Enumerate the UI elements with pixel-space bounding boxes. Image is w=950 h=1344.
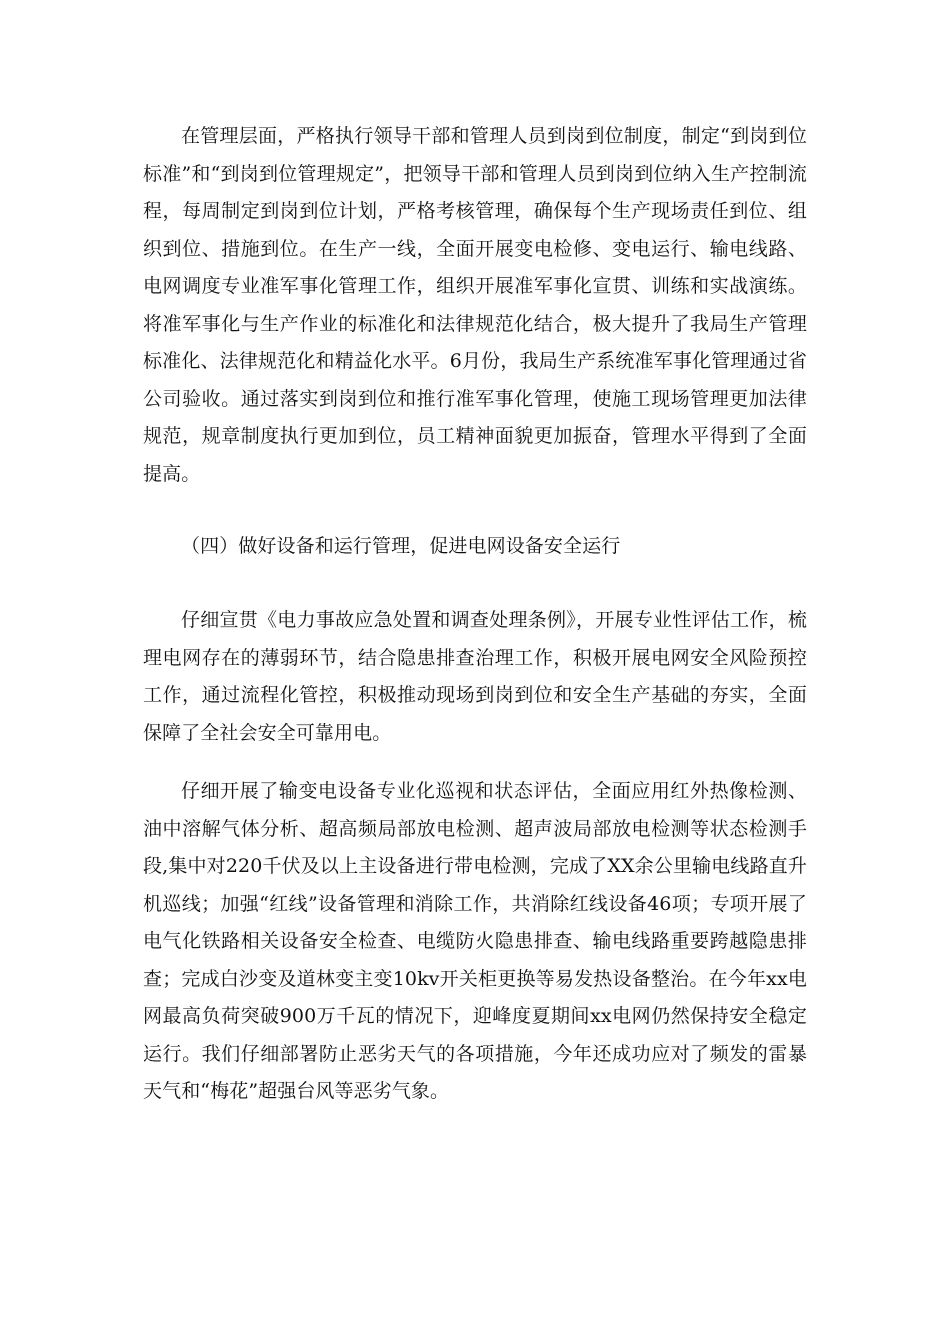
equipment-paragraph: 仔细开展了输变电设备专业化巡视和状态评估，全面应用红外热像检测、油中溶解气体分析、超高频局部放电检测、超声波局部放电检测等状态检测手段,集中对220千伏及以上主设备进行带电检测，完成了XX余公里输电线路直升机巡线；加强“红线”设备管理和消除工作，共消除红线设备46项；专项开展了电气化铁路相关设备安全检查、电缆防火隐患排查、输电线路重要跨越隐患排查；完成白沙变及道林变主变10kv开关柜更换等易发热设备整治。在今年xx电网最高负荷突破900万千瓦的情况下，迎峰度夏期间xx电网仍然保持安全稳定运行。我们仔细部署防止恶劣天气的各项措施，今年还成功应对了频发的雷暴天气和“梅花”超强台风等恶劣气象。: [143, 780, 807, 1102]
regulation-paragraph: 仔细宣贯《电力事故应急处置和调查处理条例》，开展专业性评估工作，梳理电网存在的薄弱环节，结合隐患排查治理工作，积极开展电网安全风险预控工作，通过流程化管控，积极推动现场到岗到位和安全生产基础的夯实，全面保障了全社会安全可靠用电。: [143, 609, 807, 744]
management-paragraph: 在管理层面，严格执行领导干部和管理人员到岗到位制度，制定“到岗到位标准”和“到岗到位管理规定”，把领导干部和管理人员到岗到位纳入生产控制流程，每周制定到岗到位计划，严格考核管理，确保每个生产现场责任到位、组织到位、措施到位。在生产一线，全面开展变电检修、变电运行、输电线路、电网调度专业准军事化管理工作，组织开展准军事化宣贯、训练和实战演练。将准军事化与生产作业的标准化和法律规范化结合，极大提升了我局生产管理标准化、法律规范化和精益化水平。6月份，我局生产系统准军事化管理通过省公司验收。通过落实到岗到位和推行准军事化管理，使施工现场管理更加法律规范，规章制度执行更加到位，员工精神面貌更加振奋，管理水平得到了全面提高。: [143, 125, 807, 485]
section-heading: （四）做好设备和运行管理，促进电网设备安全运行: [181, 535, 621, 557]
